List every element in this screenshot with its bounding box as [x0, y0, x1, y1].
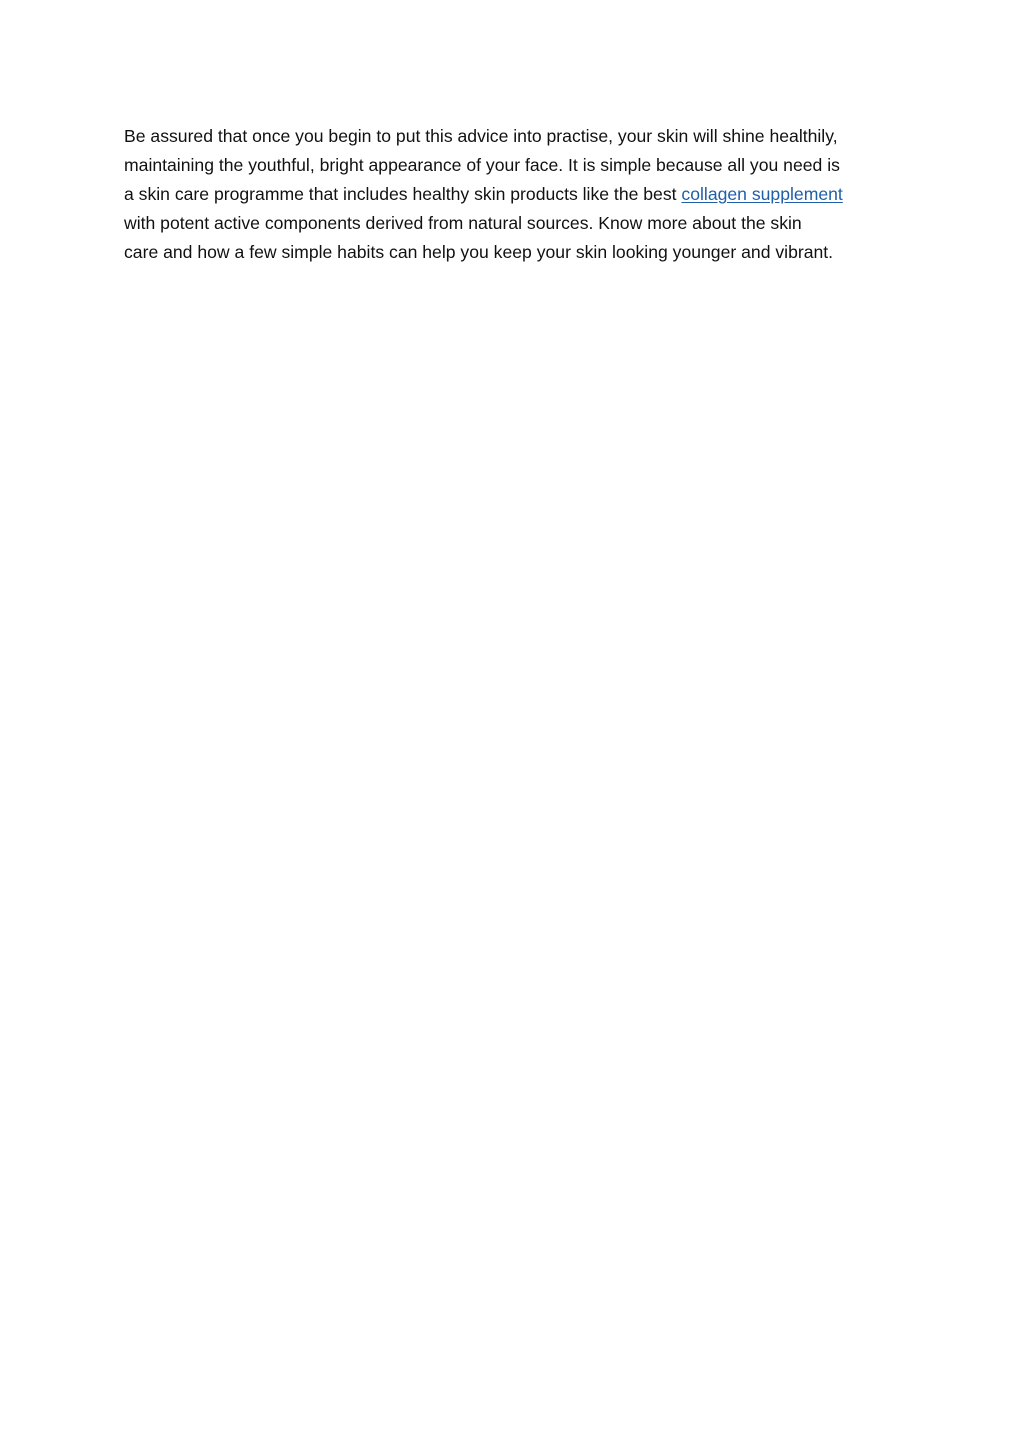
paragraph-line-3-text: a skin care programme that includes healthy skin products like the best: [124, 184, 682, 204]
paragraph-line-1: Be assured that once you begin to put this advice into practise, your skin will shine healthily,: [124, 126, 838, 146]
paragraph-line-2: maintaining the youthful, bright appearance of your face. It is simple because all you need is: [124, 155, 840, 175]
collagen-supplement-link[interactable]: collagen supplement: [681, 184, 843, 204]
paragraph-line-4: with potent active components derived from natural sources. Know more about the skin: [124, 213, 802, 233]
body-paragraph: [124, 122, 914, 267]
paragraph-line-3: [124, 180, 914, 209]
paragraph-line-5: care and how a few simple habits can help you keep your skin looking younger and vibrant.: [124, 242, 834, 262]
